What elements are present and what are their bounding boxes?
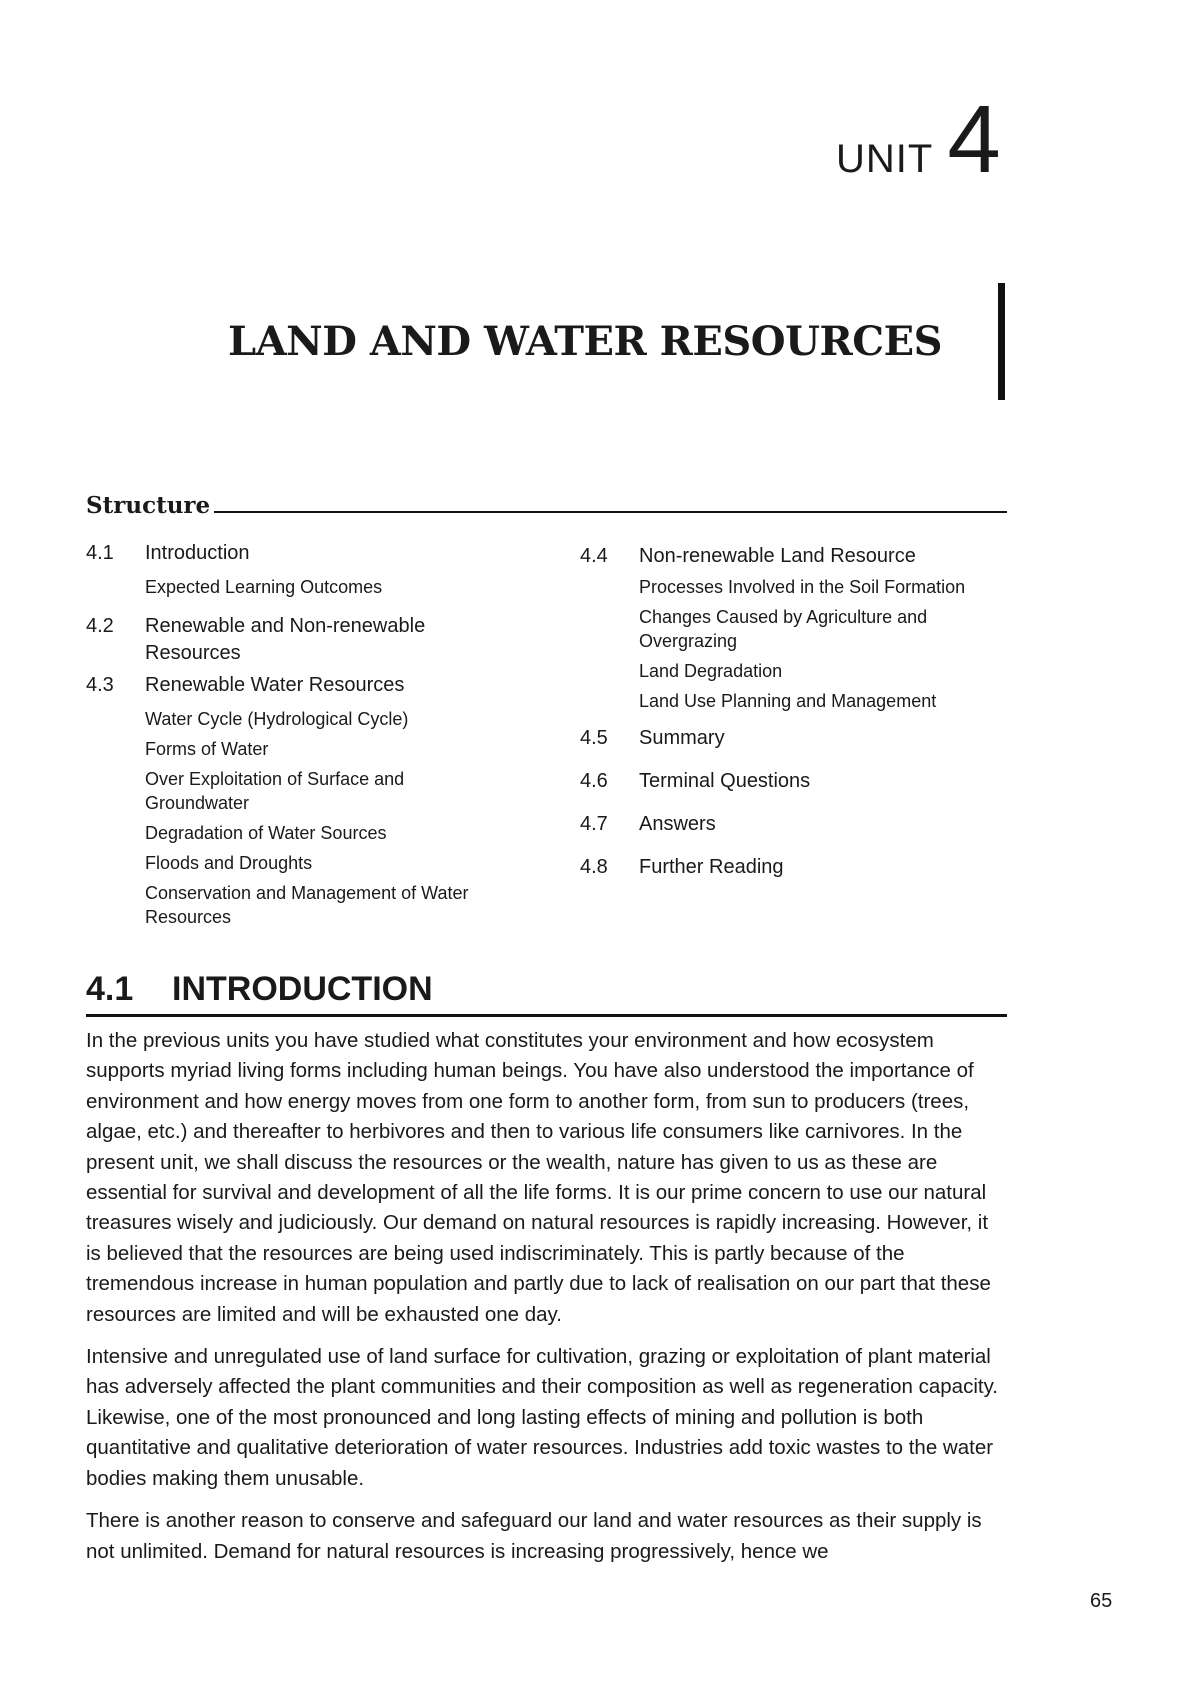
toc-subentry: Land Use Planning and Management xyxy=(639,691,937,711)
structure-rule xyxy=(214,511,1007,513)
toc-number: 4.8 xyxy=(580,856,608,878)
toc-label: Renewable Water Resources xyxy=(145,674,405,696)
section-title: INTRODUCTION xyxy=(172,970,433,1008)
toc-left-column xyxy=(86,540,506,929)
toc-number: 4.7 xyxy=(580,813,608,835)
section-number: 4.1 xyxy=(86,970,134,1008)
toc-subentry: Land Degradation xyxy=(639,661,783,681)
toc-right-column xyxy=(580,543,1010,881)
toc-number: 4.5 xyxy=(580,727,608,749)
toc-entry xyxy=(86,540,506,567)
toc-subentry: Degradation of Water Sources xyxy=(145,823,387,843)
toc-number: 4.1 xyxy=(86,542,114,564)
toc-entry xyxy=(580,811,1010,838)
unit-heading xyxy=(836,86,1001,193)
toc-subentry: Conservation and Management of Water Resources xyxy=(145,883,469,927)
toc-label: Terminal Questions xyxy=(639,770,811,792)
toc-subentry: Processes Involved in the Soil Formation xyxy=(639,577,966,597)
toc-subentry: Floods and Droughts xyxy=(145,853,313,873)
toc-number: 4.2 xyxy=(86,615,114,637)
toc-label: Summary xyxy=(639,727,725,749)
paragraph: In the previous units you have studied what constitutes your environment and how ecosystem supports myriad living forms including human beings. You have also understood the importance of environment and how energy moves from one form to another form, from sun to producers (trees, algae, etc.) and thereafter to herbivores and then to various life consumers like carnivores. In the present unit, we shall discuss the resources or the wealth, nature has given to us as these are essential for survival and development of all the life forms. It is our prime concern to use our natural treasures wisely and judiciously. Our demand on natural resources is rapidly increasing. However, it is believed that the resources are being used indiscriminately. This is partly because of the tremendous increase in human population and partly due to lack of realisation on our part that these resources are limited and will be exhausted one day. xyxy=(86,1029,991,1326)
toc-entry xyxy=(580,543,1010,570)
toc-number: 4.3 xyxy=(86,674,114,696)
section-rule xyxy=(86,1014,1007,1017)
title-vertical-rule xyxy=(998,283,1005,400)
toc-entry xyxy=(580,725,1010,752)
page-number: 65 xyxy=(1090,1590,1113,1612)
unit-number: 4 xyxy=(947,86,1001,193)
structure-heading: Structure xyxy=(86,492,211,519)
toc-label: Introduction xyxy=(145,542,250,564)
toc-entry xyxy=(580,854,1010,881)
toc-subentry: Forms of Water xyxy=(145,739,269,759)
unit-title: LAND AND WATER RESOURCES xyxy=(228,318,942,365)
section-heading xyxy=(86,970,433,1009)
toc-entry xyxy=(580,768,1010,795)
body-text xyxy=(86,1026,1007,1579)
toc-subentry: Over Exploitation of Surface and Groundwater xyxy=(145,769,405,813)
toc-label: Non-renewable Land Resource xyxy=(639,545,916,567)
paragraph: There is another reason to conserve and safeguard our land and water resources as their supply is not unlimited. Demand for natural resources is increasing progressively, hence we xyxy=(86,1509,982,1563)
toc-label: Answers xyxy=(639,813,716,835)
unit-label: UNIT xyxy=(836,137,934,181)
toc-subentry: Changes Caused by Agriculture and Overgrazing xyxy=(639,607,928,651)
toc-entry xyxy=(86,672,506,699)
toc-subentry: Water Cycle (Hydrological Cycle) xyxy=(145,709,409,729)
toc-number: 4.6 xyxy=(580,770,608,792)
toc-label: Renewable and Non-renewable Resources xyxy=(145,615,426,664)
toc-entry xyxy=(86,613,506,667)
paragraph: Intensive and unregulated use of land surface for cultivation, grazing or exploitation of plant material has adversely affected the plant communities and their composition as well as regeneration capacity. Likewise, one of the most pronounced and long lasting effects of mining and pollution is both quantitative and qualitative deterioration of water resources. Industries add toxic wastes to the water bodies making them unusable. xyxy=(86,1345,998,1490)
toc-number: 4.4 xyxy=(580,545,608,567)
toc-label: Further Reading xyxy=(639,856,784,878)
toc-subentry: Expected Learning Outcomes xyxy=(145,577,383,597)
